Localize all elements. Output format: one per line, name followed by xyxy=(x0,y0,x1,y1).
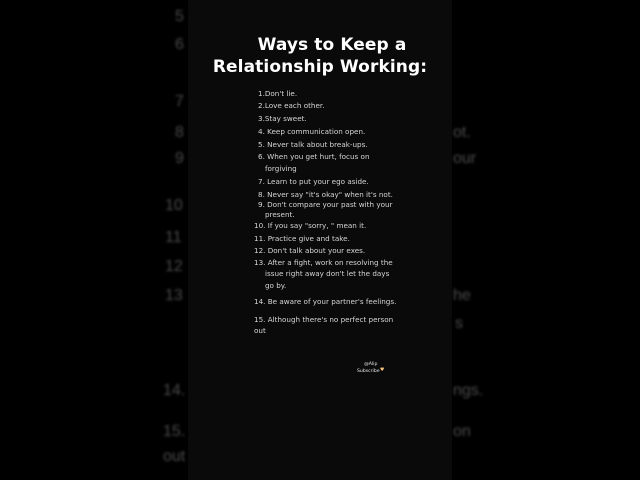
heart-icon: ♥ xyxy=(379,366,385,373)
list-item: 6. When you get hurt, focus on xyxy=(258,152,370,161)
bg-number: 9 xyxy=(175,150,184,167)
list-item-continuation: issue right away don't let the days xyxy=(265,269,390,278)
bg-number: 8 xyxy=(175,124,184,141)
page-title-line-2: Relationship Working: xyxy=(212,57,428,77)
bg-fragment: our xyxy=(453,150,477,167)
list-item: 7. Learn to put your ego aside. xyxy=(258,177,369,186)
list-item: 2.Love each other. xyxy=(258,101,325,110)
list-item-continuation: present. xyxy=(265,210,295,219)
list-item: 12. Don't talk about your exes. xyxy=(254,246,366,255)
list-item: 3.Stay sweet. xyxy=(258,114,307,123)
list-item: 14. Be aware of your partner's feelings. xyxy=(254,297,397,306)
list-item: 1.Don't lie. xyxy=(258,89,298,98)
bg-fragment: on xyxy=(453,423,471,440)
list-item: 9. Don't compare your past with your xyxy=(258,200,393,209)
list-item: 13. After a fight, work on resolving the xyxy=(254,258,393,267)
bg-fragment: he xyxy=(453,287,471,304)
list-item: 11. Practice give and take. xyxy=(254,234,350,243)
bg-number: 5 xyxy=(175,8,184,25)
bg-number: out xyxy=(163,448,186,465)
list-item: 10. If you say "sorry, " mean it. xyxy=(254,221,367,230)
bg-fragment: ngs. xyxy=(453,382,484,399)
list-item: 15. Although there's no perfect person xyxy=(254,315,394,324)
bg-number: 14. xyxy=(163,382,186,399)
bg-number: 15. xyxy=(163,423,186,440)
bg-number: 11 xyxy=(165,229,182,246)
list-item-continuation: go by. xyxy=(265,281,287,290)
bg-number: 12 xyxy=(165,258,183,275)
channel-watermark[interactable] xyxy=(357,362,385,374)
list-item: 4. Keep communication open. xyxy=(258,127,366,136)
subscribe-label: Subscribe xyxy=(357,368,380,374)
list-item-continuation: out xyxy=(254,326,266,335)
bg-number: 10 xyxy=(165,197,183,214)
list-item: 8. Never say "it's okay" when it's not. xyxy=(258,190,393,199)
page-title-line-1: Ways to Keep a xyxy=(257,35,407,55)
bg-number: 13 xyxy=(165,287,183,304)
bg-fragment: s xyxy=(455,315,463,332)
bg-fragment: ot. xyxy=(453,124,471,141)
bg-number: 6 xyxy=(175,36,184,53)
list-item-continuation: forgiving xyxy=(265,164,297,173)
list-item: 5. Never talk about break-ups. xyxy=(258,140,368,149)
bg-number: 7 xyxy=(175,93,184,110)
channel-handle: @Alip xyxy=(364,362,378,367)
